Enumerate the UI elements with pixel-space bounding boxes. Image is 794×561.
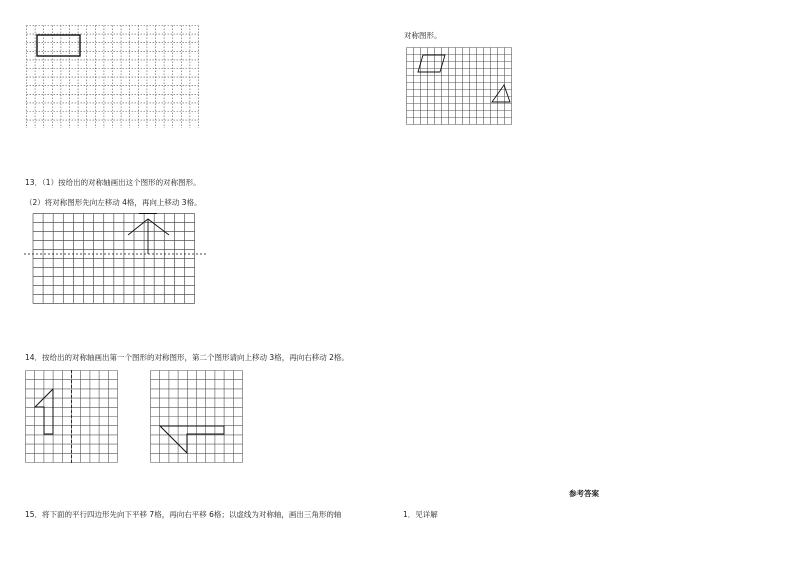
q14-grid-first-figure <box>25 370 120 463</box>
answer-1: 1．见详解 <box>403 510 438 519</box>
answers-title: 参考答案 <box>569 489 599 498</box>
q14-grid-second-figure <box>150 370 245 463</box>
q15-text: 15．将下面的平行四边形先向下平移 7格，再向右平移 6格；以虚线为对称轴，画出三角形的轴 <box>25 510 342 519</box>
q13-grid-with-arrow-figure <box>24 213 208 305</box>
parallelogram-shape <box>418 55 445 72</box>
grid-parallelogram-triangle <box>406 47 517 125</box>
symmetric-figure-label: 对称图形。 <box>404 31 442 40</box>
q13-line2: （2）将对称图形先向左移动 4格，再向上移动 3格。 <box>25 198 202 207</box>
q14-text: 14．按给出的对称轴画出第一个图形的对称图形，第二个图形请向上移动 3格，再向右移动 2格。 <box>25 353 349 362</box>
triangle-shape <box>492 85 510 102</box>
dotted-grid-with-rectangle <box>26 25 201 128</box>
q13-line1: 13．（1）按给出的对称轴画出这个图形的对称图形。 <box>25 178 201 187</box>
second-figure-shape <box>160 426 224 453</box>
